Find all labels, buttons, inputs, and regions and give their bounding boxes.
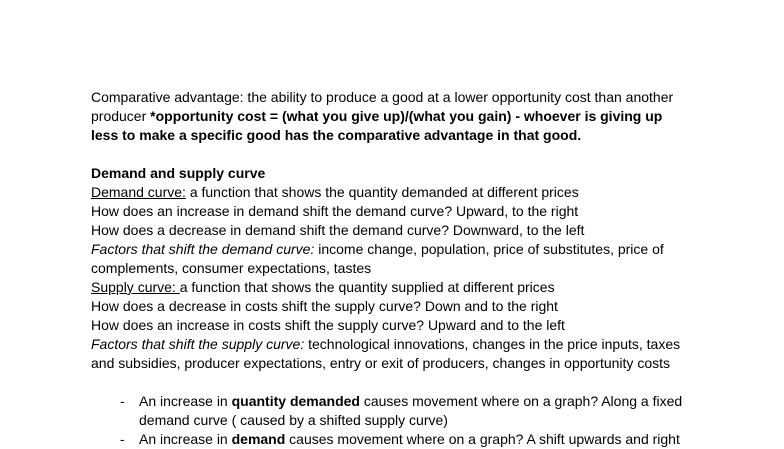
bullet-text [139,393,682,428]
supply-curve-definition-text: a function that shows the quantity supplied at different prices [179,279,555,295]
bullet-prefix: An increase in [139,393,232,409]
supply-factors-text: technological innovations, changes in the price inputs, taxes and subsidies, producer expectations, entry or exit of producers, changes in opportunity costs [91,336,681,371]
demand-curve-term: Demand curve: [91,184,186,200]
supply-decrease-question: How does a decrease in costs shift the supply curve? Down and to the right [91,298,558,314]
bullet-item-quantity-demanded [91,392,692,430]
demand-factors-label: Factors that shift the demand curve: [91,241,315,257]
supply-curve-definition [91,278,692,297]
supply-increase-question: How does an increase in costs shift the supply curve? Upward and to the left [91,317,565,333]
blank-line [91,145,692,164]
blank-line [91,373,692,392]
demand-curve-definition [91,183,692,202]
intro-regular-text: Comparative advantage: the ability to produce a good at a lower opportunity cost than another producer [91,89,674,124]
bullet-marker: - [120,393,125,409]
demand-increase-question: How does an increase in demand shift the demand curve? Upward, to the right [91,203,579,219]
demand-curve-definition-text: a function that shows the quantity demanded at different prices [185,184,579,200]
supply-curve-term: Supply curve: [91,279,180,295]
supply-factors [91,335,692,373]
demand-factors-text: income change, population, price of substitutes, price of complements, consumer expectations, tastes [91,241,664,276]
demand-decrease-question: How does a decrease in demand shift the demand curve? Downward, to the left [91,222,585,238]
bullet-text [139,431,680,447]
intro-paragraph [91,88,692,145]
bullet-suffix: causes movement where on a graph? Along a fixed demand curve ( caused by a shifted supply curve) [139,393,683,428]
bullet-item-demand [91,430,692,449]
bullet-bold-term: demand [231,431,286,447]
document-content [91,88,692,449]
bullet-marker: - [120,431,125,447]
intro-bold-text: *opportunity cost = (what you give up)/(what you gain) - whoever is giving up less to make a specific good has the comparative advantage in that good. [91,108,663,143]
bullet-suffix: causes movement where on a graph? A shift upwards and right [285,431,680,447]
supply-factors-label: Factors that shift the supply curve: [91,336,305,352]
bullet-bold-term: quantity demanded [231,393,360,409]
demand-factors [91,240,692,278]
section-heading: Demand and supply curve [91,165,266,181]
bullet-prefix: An increase in [139,431,232,447]
